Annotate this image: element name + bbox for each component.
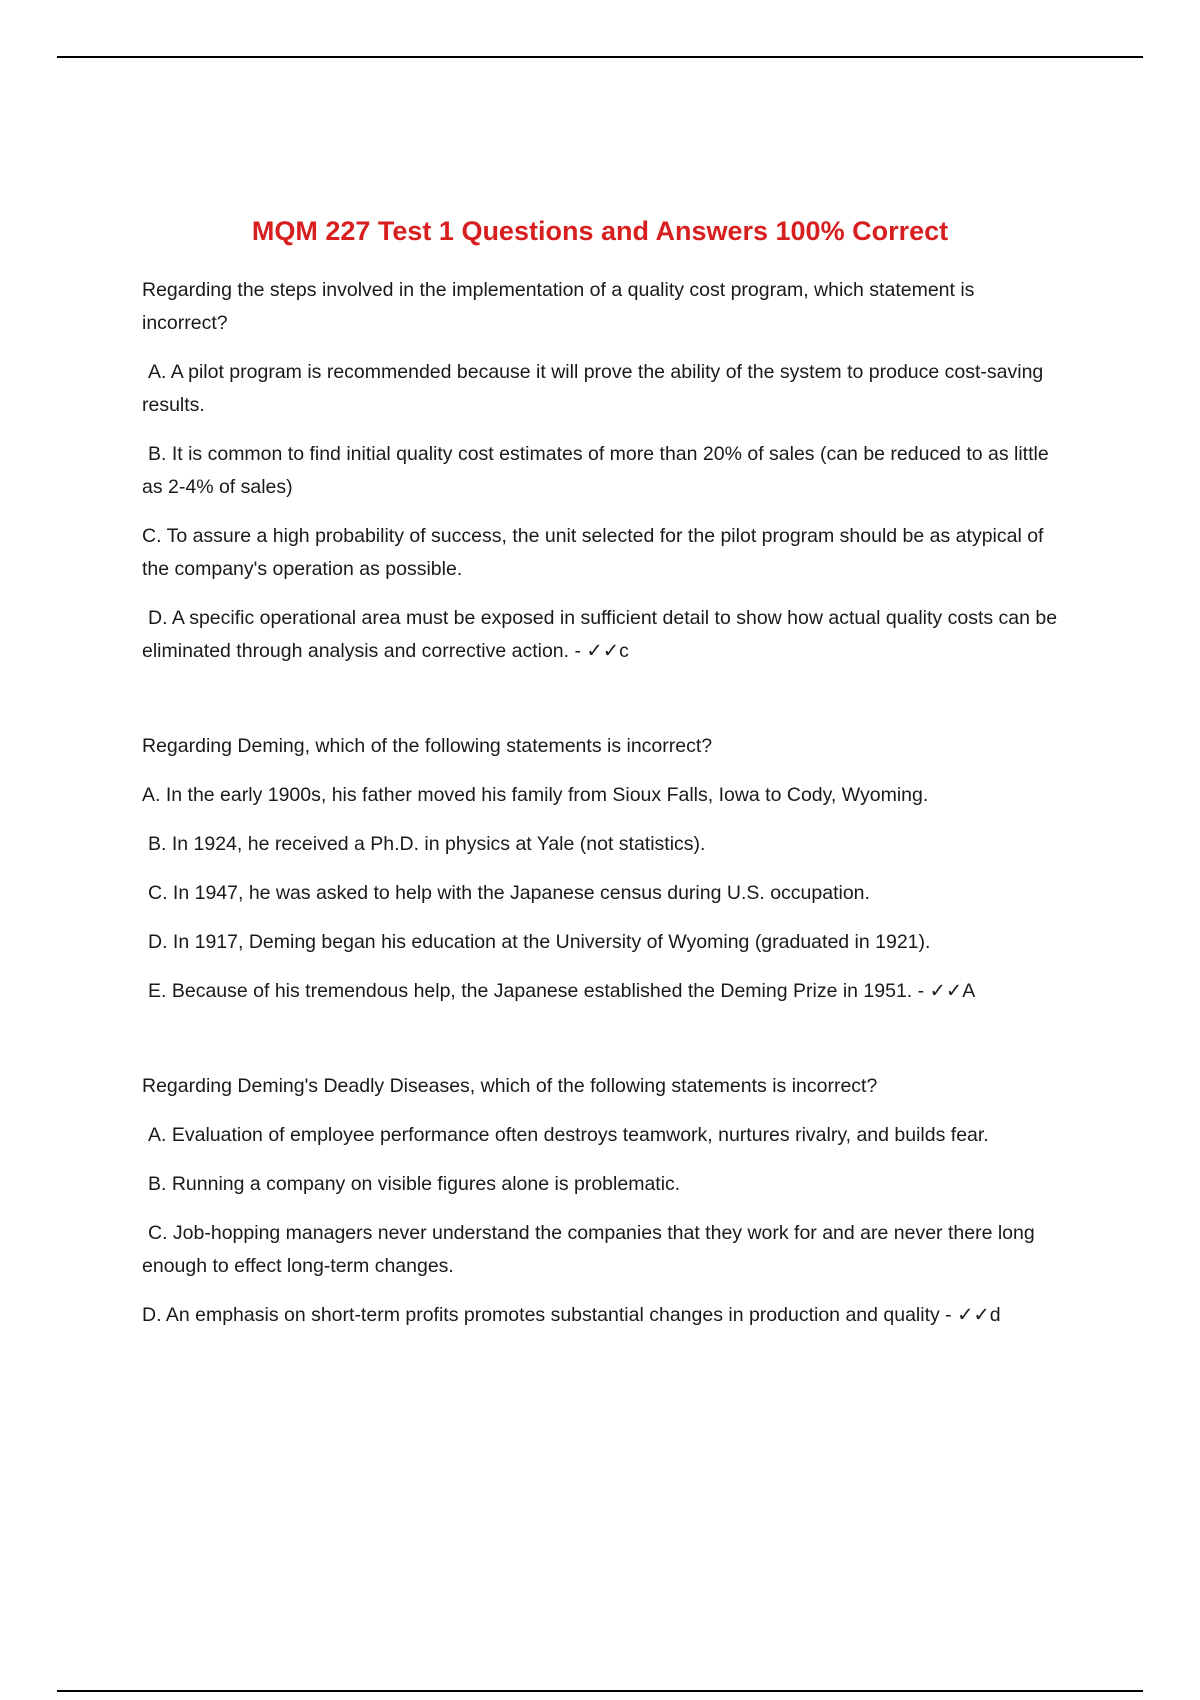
question-text: Regarding the steps involved in the implementation of a quality cost program, which statement is incorrect?	[142, 279, 975, 334]
option-c: C. To assure a high probability of success, the unit selected for the pilot program should be as atypical of the company's operation as possible.	[142, 525, 1044, 580]
option-c: C. In 1947, he was asked to help with the Japanese census during U.S. occupation.	[148, 882, 870, 904]
option-a: A. In the early 1900s, his father moved his family from Sioux Falls, Iowa to Cody, Wyoming.	[142, 784, 929, 806]
option-a: A. Evaluation of employee performance often destroys teamwork, nurtures rivalry, and builds fear.	[148, 1124, 989, 1146]
document-body	[142, 274, 1062, 1348]
question-block-2	[142, 730, 1062, 1008]
option-d-answer: D. A specific operational area must be exposed in sufficient detail to show how actual quality costs can be eliminated through analysis and corrective action. - ✓✓c	[142, 607, 1058, 662]
question-block-3	[142, 1070, 1062, 1332]
option-b: B. Running a company on visible figures alone is problematic.	[148, 1173, 681, 1195]
question-block-1	[142, 274, 1062, 668]
option-a: A. A pilot program is recommended because it will prove the ability of the system to produce cost-saving results.	[142, 361, 1044, 416]
top-rule	[57, 56, 1143, 58]
option-d: D. In 1917, Deming began his education at the University of Wyoming (graduated in 1921).	[148, 931, 931, 953]
option-b: B. In 1924, he received a Ph.D. in physics at Yale (not statistics).	[148, 833, 706, 855]
option-e-answer: E. Because of his tremendous help, the Japanese established the Deming Prize in 1951. - ✓✓A	[148, 980, 976, 1002]
option-d-answer: D. An emphasis on short-term profits promotes substantial changes in production and quality - ✓✓d	[142, 1304, 1001, 1326]
question-text: Regarding Deming's Deadly Diseases, which of the following statements is incorrect?	[142, 1075, 878, 1097]
bottom-rule	[57, 1690, 1143, 1692]
question-text: Regarding Deming, which of the following statements is incorrect?	[142, 735, 713, 757]
option-b: B. It is common to find initial quality cost estimates of more than 20% of sales (can be reduced to as little as 2-4% of sales)	[142, 443, 1049, 498]
option-c: C. Job-hopping managers never understand the companies that they work for and are never there long enough to effect long-term changes.	[142, 1222, 1035, 1277]
document-title: MQM 227 Test 1 Questions and Answers 100% Correct	[251, 216, 949, 246]
